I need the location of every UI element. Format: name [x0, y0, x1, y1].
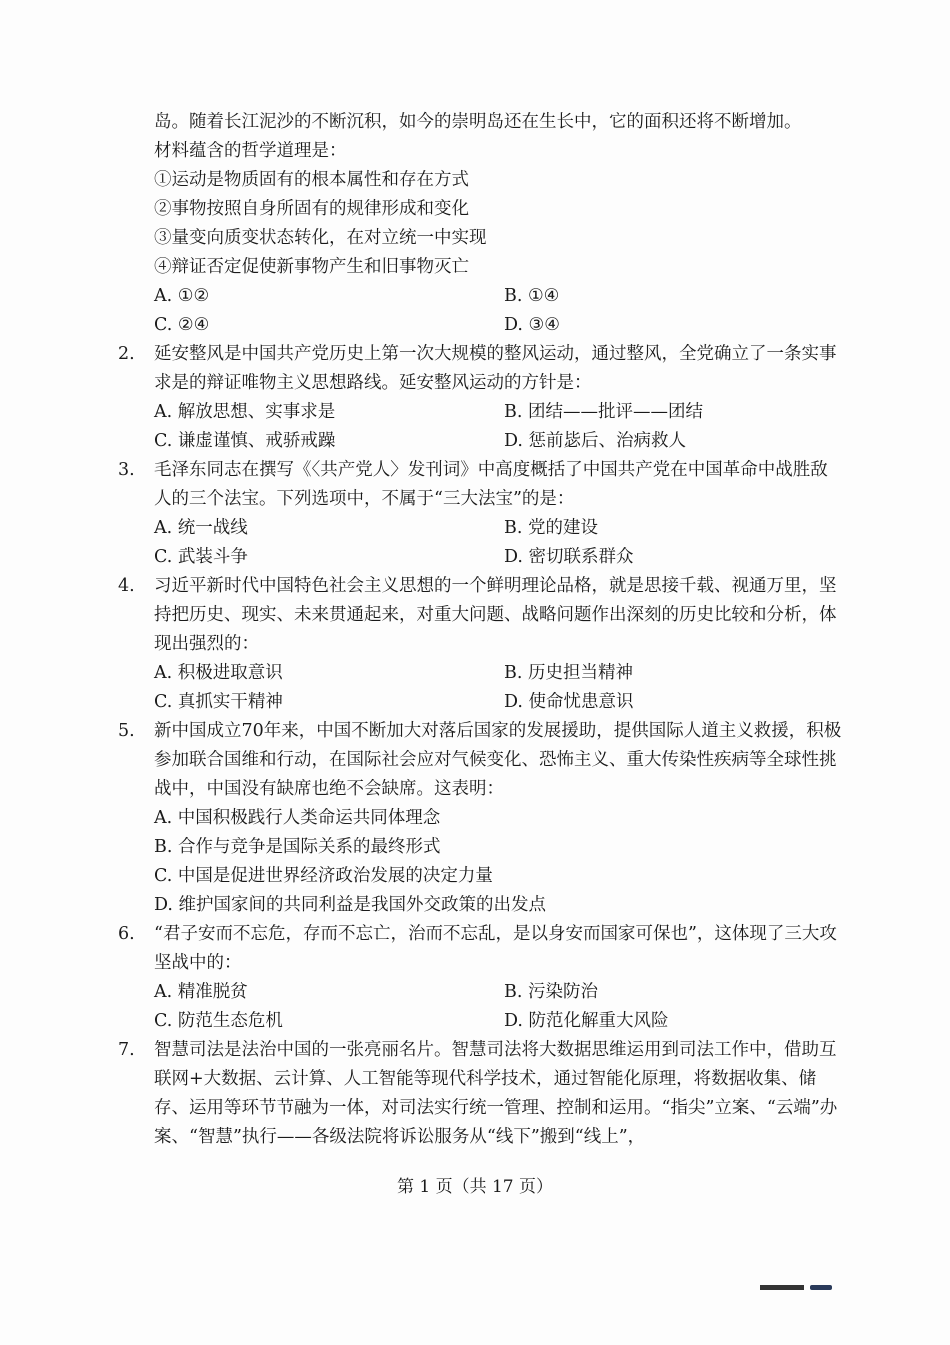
question-stem: 毛泽东同志在撰写《〈共产党人〉发刊词》中高度概括了中国共产党在中国革命中战胜敌人的三个法宝。下列选项中，不属于“三大法宝”的是： [154, 460, 828, 509]
q1-options [118, 282, 842, 340]
option-d: D. 维护国家间的共同利益是我国外交政策的出发点 [154, 895, 547, 915]
question-stem: 延安整风是中国共产党历史上第一次大规模的整风运动，通过整风，全党确立了一条实事求是的辩证唯物主义思想路线。延安整风运动的方针是： [154, 344, 837, 393]
question-number: 2. [118, 344, 135, 364]
option-a: A. 解放思想、实事求是 [154, 402, 336, 422]
watermark-bar-icon [810, 1285, 832, 1290]
question-6 [118, 920, 842, 978]
question-stem: 习近平新时代中国特色社会主义思想的一个鲜明理论品格，就是思接千载、视通万里，坚持把历史、现实、未来贯通起来，对重大问题、战略问题作出深刻的历史比较和分析，体现出强烈的： [154, 576, 837, 654]
question-2 [118, 340, 842, 398]
option-c: C. ②④ [154, 315, 210, 335]
option-d: D. ③④ [504, 315, 560, 335]
q1-statement: ③量变向质变状态转化，在对立统一中实现 [154, 228, 487, 248]
question-7 [118, 1036, 842, 1152]
option-b: B. 合作与竞争是国际关系的最终形式 [154, 837, 441, 857]
q1-stem-continuation: 岛。随着长江泥沙的不断沉积，如今的崇明岛还在生长中，它的面积还将不断增加。 [154, 112, 802, 132]
question-number: 3. [118, 460, 135, 480]
q6-options [118, 978, 842, 1036]
option-c: C. 谦虚谨慎、戒骄戒躁 [154, 431, 336, 451]
option-b: B. ①④ [504, 286, 560, 306]
option-d: D. 使命忧患意识 [504, 692, 634, 712]
question-number: 6. [118, 924, 135, 944]
option-c: C. 防范生态危机 [154, 1011, 283, 1031]
q1-prompt: 材料蕴含的哲学道理是： [154, 141, 347, 161]
watermark-block-icon [760, 1285, 804, 1290]
page-content [118, 108, 842, 1152]
question-number: 7. [118, 1040, 135, 1060]
option-b: B. 污染防治 [504, 982, 598, 1002]
question-3 [118, 456, 842, 514]
question-number: 5. [118, 721, 135, 741]
q1-statement: ②事物按照自身所固有的规律形成和变化 [154, 199, 469, 219]
option-c: C. 中国是促进世界经济政治发展的决定力量 [154, 866, 493, 886]
option-b: B. 历史担当精神 [504, 663, 633, 683]
question-stem: “君子安而不忘危，存而不忘亡，治而不忘乱，是以身安而国家可保也”，这体现了三大攻坚战中的： [154, 924, 837, 973]
option-a: A. 中国积极践行人类命运共同体理念 [154, 808, 441, 828]
q2-options [118, 398, 842, 456]
option-c: C. 真抓实干精神 [154, 692, 283, 712]
option-d: D. 密切联系群众 [504, 547, 634, 567]
option-a: A. ①② [154, 286, 210, 306]
question-number: 4. [118, 576, 135, 596]
option-a: A. 积极进取意识 [154, 663, 283, 683]
option-c: C. 武装斗争 [154, 547, 248, 567]
option-b: B. 团结——批评——团结 [504, 402, 703, 422]
option-d: D. 惩前毖后、治病救人 [504, 431, 687, 451]
q1-statement: ④辩证否定促使新事物产生和旧事物灭亡 [154, 257, 469, 277]
q1-statement: ①运动是物质固有的根本属性和存在方式 [154, 170, 469, 190]
page-number-footer: 第 1 页（共 17 页） [396, 1177, 554, 1197]
question-5 [118, 717, 842, 804]
option-d: D. 防范化解重大风险 [504, 1011, 669, 1031]
q3-options [118, 514, 842, 572]
question-4 [118, 572, 842, 659]
corner-mark [760, 1282, 840, 1292]
option-a: A. 统一战线 [154, 518, 248, 538]
option-a: A. 精准脱贫 [154, 982, 248, 1002]
question-stem: 智慧司法是法治中国的一张亮丽名片。智慧司法将大数据思维运用到司法工作中，借助互联网+大数据、云计算、人工智能等现代科学技术，通过智能化原理，将数据收集、储存、运用等环节节融为一体，对司法实行统一管理、控制和运用。“指尖”立案、“云端”办案、“智慧”执行——各级法院将诉讼服务从“线下”搬到“线上”， [154, 1040, 838, 1147]
option-b: B. 党的建设 [504, 518, 598, 538]
question-stem: 新中国成立70年来，中国不断加大对落后国家的发展援助，提供国际人道主义救援，积极参加联合国维和行动，在国际社会应对气候变化、恐怖主义、重大传染性疾病等全球性挑战中，中国没有缺席也绝不会缺席。这表明： [154, 721, 842, 799]
q4-options [118, 659, 842, 717]
